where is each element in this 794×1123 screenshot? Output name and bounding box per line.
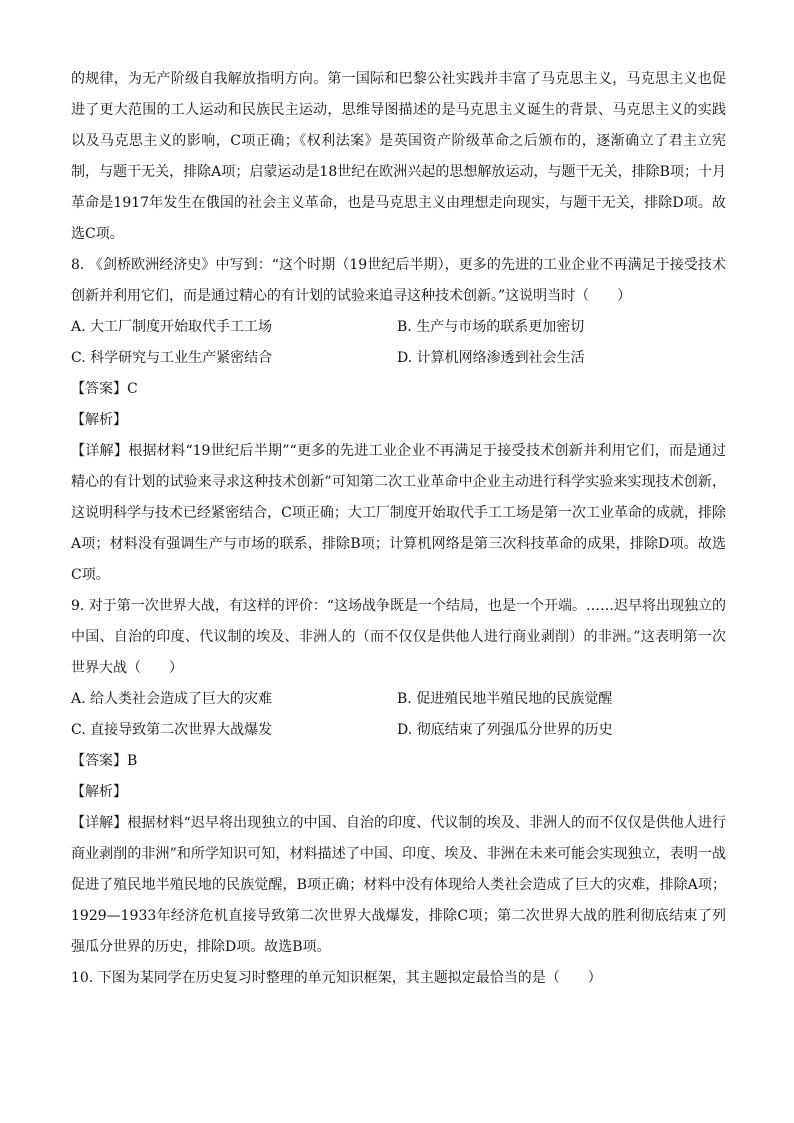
option-d: D. 计算机网络渗透到社会生活	[397, 350, 585, 366]
option-list	[71, 312, 726, 374]
option-b: B. 促进殖民地半殖民地的民族觉醒	[397, 691, 613, 707]
detail-explanation: 【详解】根据材料“19世纪后半期”“更多的先进工业企业不再满足于接受技术创新并利用它们，而是通过精心的有计划的试验来寻求这种技术创新”可知第二次工业革命中企业主动进行科学实验来实现技术创新，这说明科学与技术已经紧密结合，C项正确；大工厂制度开始取代手工工场是第一次工业革命的成就，排除A项；材料没有强调生产与市场的联系，排除B项；计算机网络是第三次科技革命的成果，排除D项。故选C项。	[71, 443, 726, 583]
question-8	[71, 250, 726, 591]
option-c: C. 科学研究与工业生产紧密结合	[71, 350, 273, 366]
answer-line: 【答案】C	[71, 381, 138, 397]
option-list	[71, 684, 726, 746]
page-content	[71, 64, 726, 994]
option-a: A. 给人类社会造成了巨大的灾难	[71, 691, 273, 707]
answer-line: 【答案】B	[71, 753, 138, 769]
option-c: C. 直接导致第二次世界大战爆发	[71, 722, 273, 738]
option-b: B. 生产与市场的联系更加密切	[397, 319, 585, 335]
question-9	[71, 591, 726, 963]
question-stem: 9. 对于第一次世界大战，有这样的评价：“这场战争既是一个结局，也是一个开端。……迟早将出现独立的中国、自治的印度、代议制的埃及、非洲人的（而不仅仅是供他人进行商业剥削）的非洲。”这表明第一次世界大战（ ）	[71, 598, 726, 676]
analysis-label: 【解析】	[71, 412, 127, 428]
detail-explanation: 【详解】根据材料“迟早将出现独立的中国、自治的印度、代议制的埃及、非洲人的而不仅仅是供他人进行商业剥削的非洲”和所学知识可知，材料描述了中国、印度、埃及、非洲在未来可能会实现独立，表明一战促进了殖民地半殖民地的民族觉醒，B项正确；材料中没有体现给人类社会造成了巨大的灾难，排除A项；1929—1933年经济危机直接导致第二次世界大战爆发，排除C项；第二次世界大战的胜利彻底结束了列强瓜分世界的历史，排除D项。故选B项。	[71, 815, 726, 955]
question-10-stem: 10. 下图为某同学在历史复习时整理的单元知识框架，其主题拟定最恰当的是（ ）	[71, 970, 602, 986]
option-a: A. 大工厂制度开始取代手工工场	[71, 319, 273, 335]
previous-analysis-continuation: 的规律，为无产阶级自我解放指明方向。第一国际和巴黎公社实践并丰富了马克思主义，马克思主义也促进了更大范围的工人运动和民族民主运动，思维导图描述的是马克思主义诞生的背景、马克思主义的实践以及马克思主义的影响，C项正确；《权利法案》是英国资产阶级革命之后颁布的，逐渐确立了君主立宪制，与题干无关，排除A项；启蒙运动是18世纪在欧洲兴起的思想解放运动，与题干无关，排除B项；十月革命是1917年发生在俄国的社会主义革命，也是马克思主义由理想走向现实，与题干无关，排除D项。故选C项。	[71, 71, 726, 242]
option-d: D. 彻底结束了列强瓜分世界的历史	[397, 722, 613, 738]
question-stem: 8. 《剑桥欧洲经济史》中写到：“这个时期（19世纪后半期），更多的先进的工业企业不再满足于接受技术创新并利用它们，而是通过精心的有计划的试验来追寻这种技术创新。”这说明当时（ ）	[71, 257, 726, 304]
analysis-label: 【解析】	[71, 784, 127, 800]
